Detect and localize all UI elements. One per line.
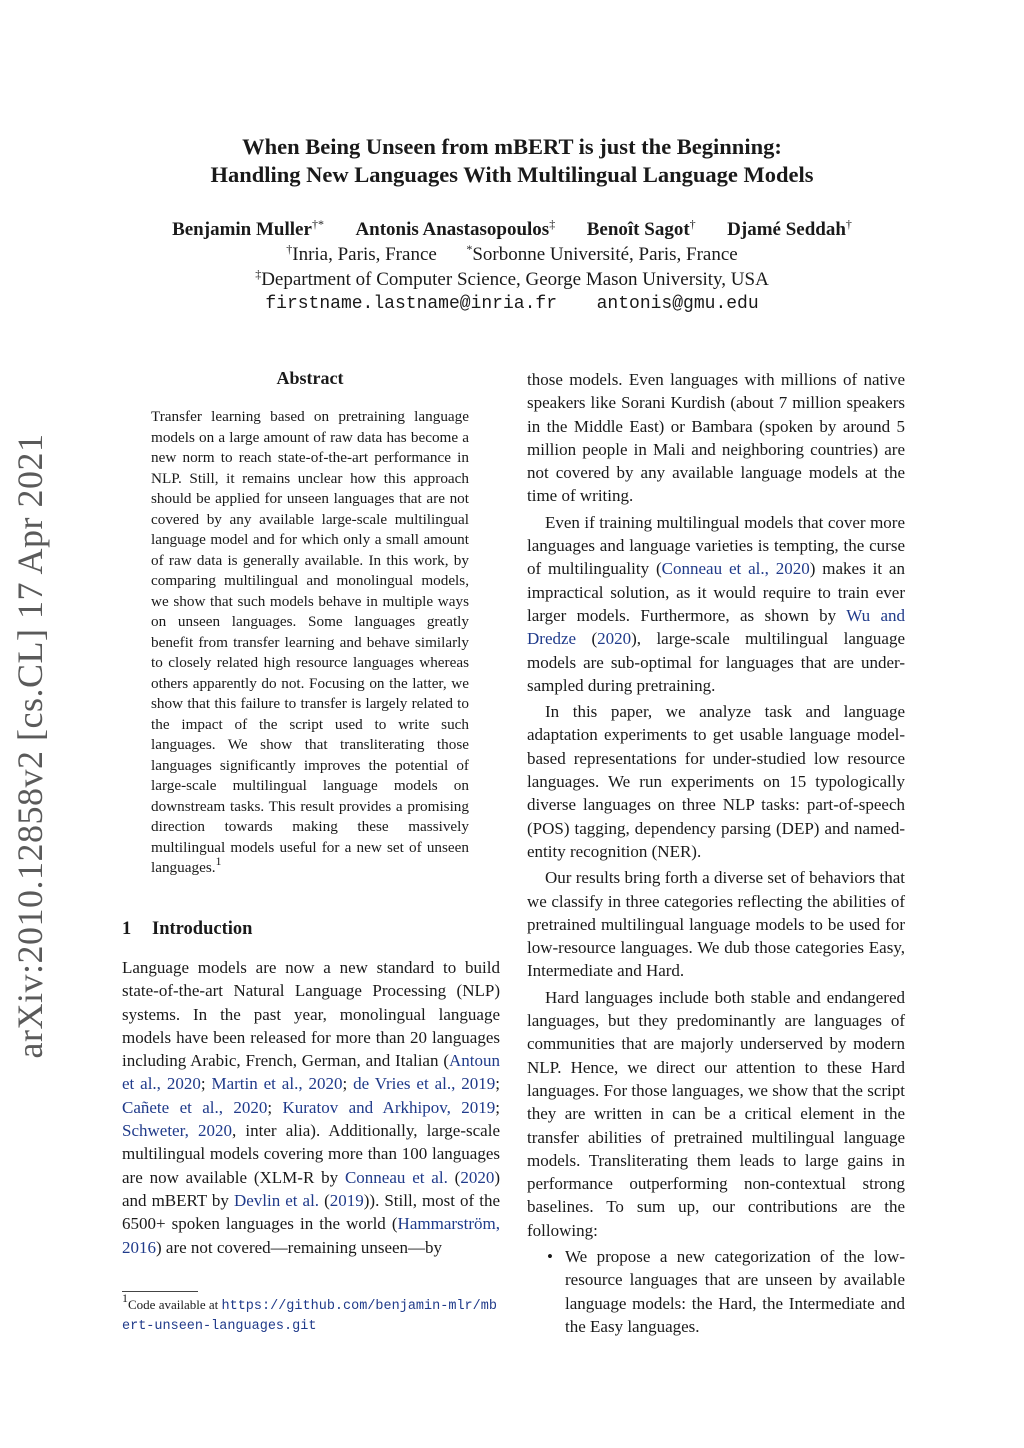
citation-year-link[interactable]: 2020 — [460, 1167, 495, 1187]
affiliation-sorbonne: Sorbonne Université, Paris, France — [472, 244, 738, 265]
emails — [0, 292, 1024, 317]
right-column — [527, 368, 905, 1338]
citation-link[interactable]: Wu and Dredze — [527, 605, 905, 649]
author-name: Antonis Anastasopoulos — [355, 219, 550, 240]
paragraph: In this paper, we analyze task and language adaptation experiments to get usable language model-based representations for under-studied low resource languages. We run experiments on 15 typologically diverse languages on three NLP tasks: part-of-speech (POS) tagging, dependency parsing (DEP) and named-entity recognition (NER). — [527, 702, 905, 861]
author-name: Benjamin Muller — [172, 219, 312, 240]
text-run: ), large-scale multilingual language models are sub-optimal for languages that are under-sampled during pretraining. — [527, 629, 905, 695]
affiliation-mark: ‡ — [255, 267, 262, 281]
citation-link[interactable]: Conneau et al. — [344, 1167, 448, 1187]
contribution-bullet — [527, 1245, 905, 1338]
text-run: Language models are now a new standard to build state-of-the-art Natural Language Processing (NLP) systems. In the past year, monolingual language models have been released for more than 20 languages including Arabic, French, German, and Italian ( — [122, 958, 500, 1071]
citation-link[interactable]: Devlin et al. — [233, 1190, 320, 1210]
footnote-mark: 1 — [122, 1291, 128, 1305]
citation-link[interactable]: Hammarström, 2016 — [122, 1214, 500, 1257]
text-run: ) makes it an impractical solution, as it would require to train ever larger models. Furthermore, as shown by — [527, 559, 905, 625]
affiliation-line-1 — [0, 242, 1024, 267]
author-mark: †* — [311, 217, 324, 231]
section-title: Introduction — [152, 919, 253, 939]
arxiv-watermark — [8, 433, 52, 1059]
citation-link[interactable]: Martin et al., 2020 — [211, 1074, 343, 1094]
paper-title-line-1: When Being Unseen from mBERT is just the Beginning: — [242, 134, 782, 159]
email-inria: firstname.lastname@inria.fr — [265, 294, 557, 314]
intro-paragraph: Language models are now a new standard to build state-of-the-art Natural Language Processing (NLP) systems. In the past year, monolingual language models have been released for more than 20 languages including Arabic, French, German, and Italian (Antoun et al., 2020; Martin et al., 2020; de Vries et al., 2019; Cañete et al., 2020; Kuratov and Arkhipov, 2019; Schweter, 2020, inter alia). Additionally, large-scale multilingual models covering more than 100 languages are now available (XLM-R by Conneau et al. (2020) and mBERT by Devlin et al. (2019)). Still, most of the 6500+ spoken languages in the world (Hammarström, 2016) are not covered—remaining unseen—by — [122, 958, 500, 1257]
author-name: Benoît Sagot — [586, 219, 690, 240]
section-heading-introduction — [122, 919, 252, 940]
paper-title-line-2: Handling New Languages With Multilingual Language Models — [210, 162, 814, 187]
author-mark: ‡ — [549, 217, 556, 231]
footnote-rule — [122, 1291, 198, 1292]
text-run: Even if training multilingual models that cover more languages and language varieties is tempting, the curse of multilinguality ( — [527, 512, 905, 579]
affiliation-mark: * — [466, 242, 473, 256]
footnote-text: Code available at — [128, 1297, 222, 1312]
footnote — [122, 1291, 502, 1336]
citation-link[interactable]: Kuratov and Arkhipov, 2019 — [282, 1097, 496, 1117]
citation-year-link[interactable]: 2020 — [597, 629, 632, 649]
author-mark: † — [845, 217, 852, 231]
paragraph: those models. Even languages with millions of native speakers like Sorani Kurdish (about 7 million speakers in the Middle East) or Bambara (spoken by around 5 million people in Mali and neighboring countries) are not covered by any available language models at the time of writing. — [527, 370, 905, 506]
bullet-text: We propose a new categorization of the low-resource languages that are unseen by available language models: the Hard, the Intermediate and the Easy languages. — [565, 1246, 905, 1336]
abstract-heading: Abstract — [276, 368, 344, 388]
email-gmu: antonis@gmu.edu — [596, 294, 759, 314]
footnote-url-link[interactable]: https://github.com/benjamin-mlr/mbert-unseen-languages.git — [122, 1299, 497, 1334]
abstract-body — [151, 407, 469, 879]
paragraph: Our results bring forth a diverse set of behaviors that we classify in three categories reflecting the abilities of pretrained multilingual language models to be used for low-resource languages. We dub those categories Easy, Intermediate and Hard. — [527, 868, 905, 981]
text-run: )). Still, most of the 6500+ spoken languages in the world ( — [122, 1190, 500, 1234]
affiliation-mark: † — [286, 242, 293, 256]
text-run: ) are not covered—remaining unseen—by — [156, 1237, 443, 1257]
author-mark: † — [689, 217, 696, 231]
arxiv-id-text: arXiv:2010.12858v2 [cs.CL] 17 Apr 2021 — [10, 433, 50, 1059]
citation-link[interactable]: Cañete et al., 2020 — [122, 1097, 268, 1117]
abstract-text: Transfer learning based on pretraining language models on a large amount of raw data has become a new norm to reach state-of-the-art performance in NLP. Still, it remains unclear how this approach should be applied for unseen languages that are not covered by any available large-scale multilingual language model and for which only a small amount of raw data is generally available. In this work, by comparing multilingual and monolingual models, we show that such models behave in multiple ways on unseen languages. Some languages greatly benefit from transfer learning and behave similarly to closely related high resource languages whereas others apparently do not. Focusing on the latter, we show that this failure to transfer is largely related to the impact of the script used to write such languages. We show that transliterating those languages significantly improves the potential of large-scale multilingual language models on downstream tasks. This result provides a promising direction towards making these massively multilingual models useful for a new set of unseen languages. — [151, 408, 469, 876]
affiliation-inria: Inria, Paris, France — [292, 244, 437, 265]
paragraph: Hard languages include both stable and endangered languages, but they predominantly are languages of communities that are majorly underserved by modern NLP. Hence, we direct our attention to these Hard languages. For those languages, we show that the script they are written in can be a critical element in the transfer abilities of pretrained multilingual language models. Transliterating them leads to large gains in performance outperforming non-contextual strong baselines. To sum up, our contributions are the following: — [527, 987, 905, 1240]
footnote-ref: 1 — [215, 854, 222, 868]
citation-link[interactable]: Schweter, 2020 — [122, 1121, 232, 1141]
author-name: Djamé Seddah — [727, 219, 846, 240]
citation-link[interactable]: Conneau et al., 2020 — [661, 559, 810, 579]
citation-link[interactable]: Antoun et al., 2020 — [122, 1051, 500, 1094]
paragraph: Even if training multilingual models that cover more languages and language varieties is tempting, the curse of multilinguality (Conneau et al., 2020) makes it an impractical solution, as it would require to train ever larger models. Furthermore, as shown by Wu and Dredze (2020), large-scale multilingual language models are sub-optimal for languages that are under-sampled during pretraining. — [527, 512, 905, 695]
affiliation-gmu: Department of Computer Science, George Mason University, USA — [261, 269, 769, 290]
citation-link[interactable]: de Vries et al., 2019 — [353, 1074, 496, 1094]
text-run: , inter alia). Additionally, large-scale multilingual models covering more than 100 languages are now available (XLM-R by — [122, 1121, 500, 1187]
author-list — [0, 217, 1024, 242]
section-number: 1 — [122, 919, 132, 939]
affiliation-line-2 — [0, 267, 1024, 292]
citation-year-link[interactable]: 2019 — [329, 1190, 364, 1210]
bullet-dot: • — [547, 1246, 553, 1266]
text-run: ) and mBERT by — [122, 1167, 500, 1210]
